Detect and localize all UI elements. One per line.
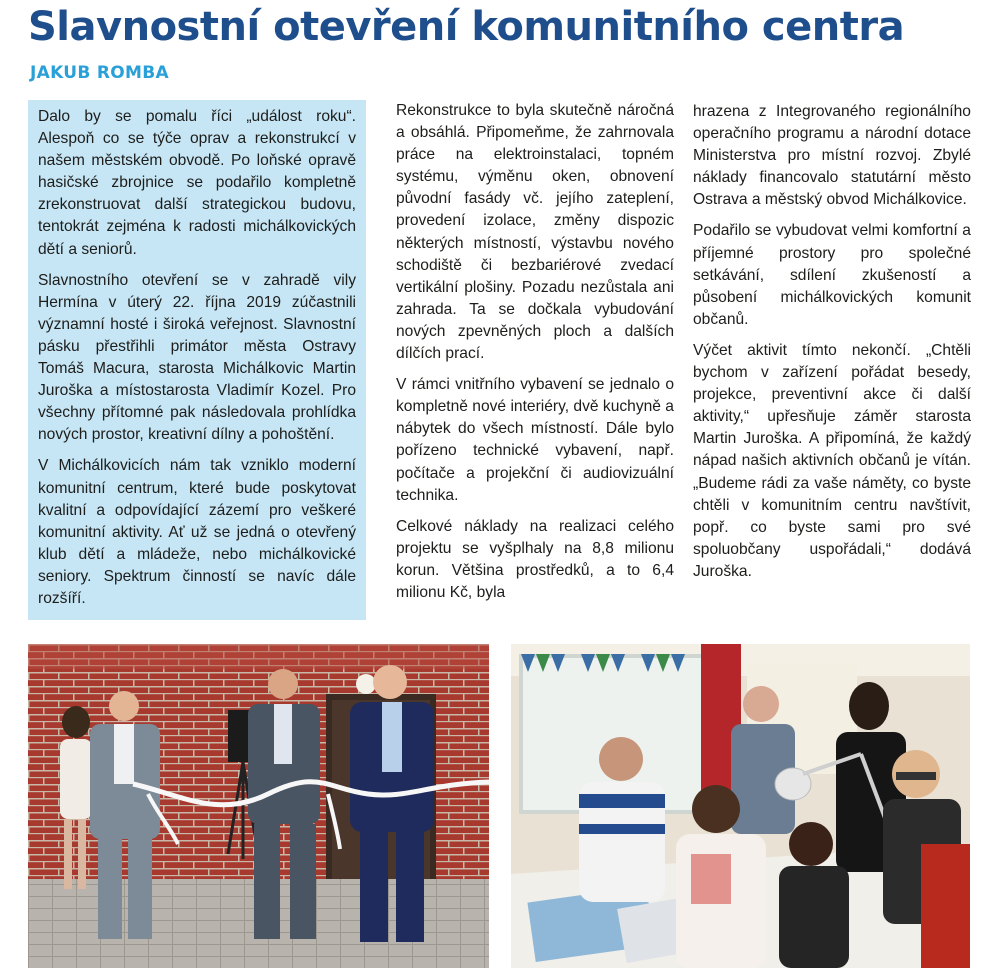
- intro-column: [28, 100, 366, 620]
- children-workshop-photo: [511, 644, 970, 968]
- middle-column: [396, 100, 674, 613]
- paragraph: Slavnostního otevření se v zahradě vily Hermína v úterý 22. října 2019 zúčastnili významní hosté i široká veřejnost. Slavnostní pásku přestřihli primátor města Ostravy Tomáš Macura, starosta Michálkovic Martin Juroška a místostarosta Vladimír Kozel. Pro všechny přítomné pak následovala prohlídka nových prostor, kreativní dílny a pohoštění.: [38, 271, 356, 444]
- paragraph: Rekonstrukce to byla skutečně náročná a obsáhlá. Připomeňme, že zahrnovala práce na elektroinstalaci, topném systému, výměnu oken, obnovení původní fasády vč. jejího zateplení, provedení izolace, změny dispozic některých místností, výstavbu nového schodiště či bezbariérové zvedací vertikální plošiny. Pozadu nezůstala ani zahrada. Ta se dočkala vybudování nových zpevněných ploch a dalších dílčích prací.: [396, 102, 674, 363]
- paragraph: Podařilo se vybudovat velmi komfortní a příjemné prostory pro společné setkávání, sdílení zkušeností a působení michálkovických komunit občanů.: [693, 222, 971, 328]
- paragraph: Výčet aktivit tímto nekončí. „Chtěli bychom v zařízení pořádat besedy, projekce, preventivní akce či další aktivity,“ upřesňuje záměr starosta Martin Juroška. A připomíná, že každý nápad našich aktivních občanů je vítán. „Budeme rádi za vaše náměty, co byste chtěli v komunitním centru navštívit, popř. co byste sami pro své spoluobčany uspořádali,“ dodává Juroška.: [693, 341, 971, 580]
- ribbon-cutting-photo: [28, 644, 489, 968]
- paragraph: Celkové náklady na realizaci celého projektu se vyšplhaly na 8,8 milionu korun. Většina prostředků, a to 6,4 milionu Kč, byla: [396, 517, 674, 601]
- article-title: Slavnostní otevření komunitního centra: [28, 4, 905, 50]
- right-column: [693, 101, 971, 592]
- paragraph: V Michálkovicích nám tak vzniklo moderní komunitní centrum, které bude poskytovat kvalitní a odpovídající zázemí pro veškeré komunitní aktivity. Ať už se jedná o otevřený klub dětí a mládeže, nebo michálkovické seniory. Spektrum činností se navíc dále rozšíří.: [38, 457, 356, 607]
- author-byline: JAKUB ROMBA: [30, 63, 169, 83]
- paragraph: Dalo by se pomalu říci „událost roku“. Alespoň co se týče oprav a rekonstrukcí v našem městském obvodě. Po loňské opravě hasičské zbrojnice se podařilo kompletně zrekonstruovat další strategickou budovu, tentokrát zejména k radosti michálkovických dětí a seniorů.: [38, 108, 356, 258]
- paragraph: V rámci vnitřního vybavení se jednalo o kompletně nové interiéry, dvě kuchyně a nábytek do všech místností. Dále bylo pořízeno technické vybavení, např. počítače a projekční či audiovizuální technika.: [396, 376, 674, 504]
- paragraph: hrazena z Integrovaného regionálního operačního programu a národní dotace Ministerstva pro místní rozvoj. Zbylé náklady financovalo statutární město Ostrava a městský obvod Michálkovice.: [693, 103, 971, 209]
